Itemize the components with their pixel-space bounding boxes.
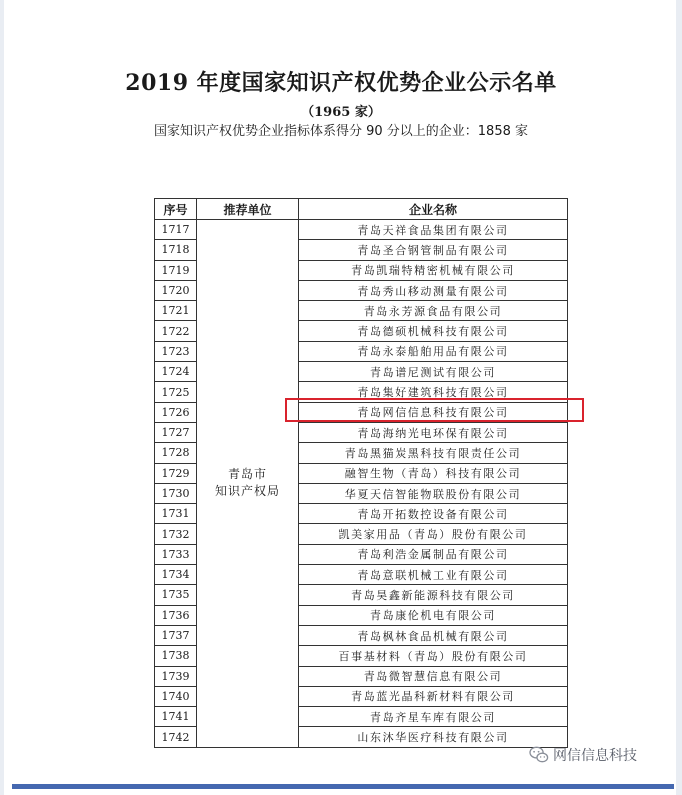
row-seq: 1729 (155, 463, 197, 483)
row-company: 青岛凯瑞特精密机械有限公司 (299, 260, 568, 280)
column-header-company: 企业名称 (299, 199, 568, 220)
criteria-note: 国家知识产权优势企业指标体系得分 90 分以上的企业：1858 家 (153, 124, 529, 139)
row-company: 山东沐华医疗科技有限公司 (299, 727, 568, 747)
row-company: 青岛网信信息科技有限公司 (299, 402, 568, 422)
row-seq: 1725 (155, 382, 197, 402)
row-company: 青岛圣合钢管制品有限公司 (299, 240, 568, 260)
row-seq: 1737 (155, 625, 197, 645)
row-seq: 1727 (155, 422, 197, 442)
row-seq: 1723 (155, 341, 197, 361)
table-header-row (155, 199, 568, 220)
row-company: 青岛黑猫炭黑科技有限责任公司 (299, 443, 568, 463)
row-company: 青岛永芳源食品有限公司 (299, 301, 568, 321)
row-seq: 1732 (155, 524, 197, 544)
watermark (529, 745, 637, 765)
row-seq: 1720 (155, 280, 197, 300)
row-seq: 1741 (155, 707, 197, 727)
row-company: 凯美家用品（青岛）股份有限公司 (299, 524, 568, 544)
row-company: 青岛开拓数控设备有限公司 (299, 504, 568, 524)
row-company: 华夏天信智能物联股份有限公司 (299, 483, 568, 503)
row-company: 青岛海纳光电环保有限公司 (299, 422, 568, 442)
row-company: 青岛永泰船舶用品有限公司 (299, 341, 568, 361)
row-company: 青岛蓝光晶科新材料有限公司 (299, 686, 568, 706)
highlight-box (285, 398, 584, 422)
row-company: 青岛德硕机械科技有限公司 (299, 321, 568, 341)
row-seq: 1735 (155, 585, 197, 605)
bottom-bar (12, 784, 674, 789)
row-company: 青岛意联机械工业有限公司 (299, 565, 568, 585)
row-company: 青岛秀山移动测量有限公司 (299, 280, 568, 300)
row-seq: 1742 (155, 727, 197, 747)
row-seq: 1739 (155, 666, 197, 686)
row-company: 青岛天祥食品集团有限公司 (299, 220, 568, 240)
column-header-unit: 推荐单位 (197, 199, 299, 220)
row-seq: 1722 (155, 321, 197, 341)
row-seq: 1733 (155, 544, 197, 564)
row-company: 青岛微智慧信息有限公司 (299, 666, 568, 686)
row-seq: 1734 (155, 565, 197, 585)
row-company: 百事基材料（青岛）股份有限公司 (299, 646, 568, 666)
recommending-unit-line: 青岛市 (227, 467, 267, 482)
row-company: 青岛谱尼测试有限公司 (299, 362, 568, 382)
row-seq: 1721 (155, 301, 197, 321)
row-company: 青岛昊鑫新能源科技有限公司 (299, 585, 568, 605)
row-seq: 1728 (155, 443, 197, 463)
recommending-unit-line: 知识产权局 (214, 484, 280, 499)
row-seq: 1718 (155, 240, 197, 260)
row-seq: 1731 (155, 504, 197, 524)
company-table (154, 198, 568, 748)
row-company: 融智生物（青岛）科技有限公司 (299, 463, 568, 483)
row-seq: 1740 (155, 686, 197, 706)
table-row (155, 220, 568, 240)
row-seq: 1738 (155, 646, 197, 666)
row-company: 青岛枫林食品机械有限公司 (299, 625, 568, 645)
row-seq: 1724 (155, 362, 197, 382)
column-header-seq: 序号 (155, 199, 197, 220)
row-seq: 1726 (155, 402, 197, 422)
table-body (155, 220, 568, 748)
row-seq: 1719 (155, 260, 197, 280)
recommending-unit-cell (197, 220, 299, 748)
watermark-text: 网信信息科技 (553, 748, 637, 764)
row-company: 青岛康伦机电有限公司 (299, 605, 568, 625)
page-title: 2019 年度国家知识产权优势企业公示名单 (125, 70, 557, 96)
page-subtitle: （1965 家） (301, 105, 381, 120)
row-seq: 1736 (155, 605, 197, 625)
row-company: 青岛齐星车库有限公司 (299, 707, 568, 727)
row-company: 青岛利浩金属制品有限公司 (299, 544, 568, 564)
row-company: 青岛集好建筑科技有限公司 (299, 382, 568, 402)
wechat-icon (529, 746, 549, 764)
row-seq: 1717 (155, 220, 197, 240)
row-seq: 1730 (155, 483, 197, 503)
